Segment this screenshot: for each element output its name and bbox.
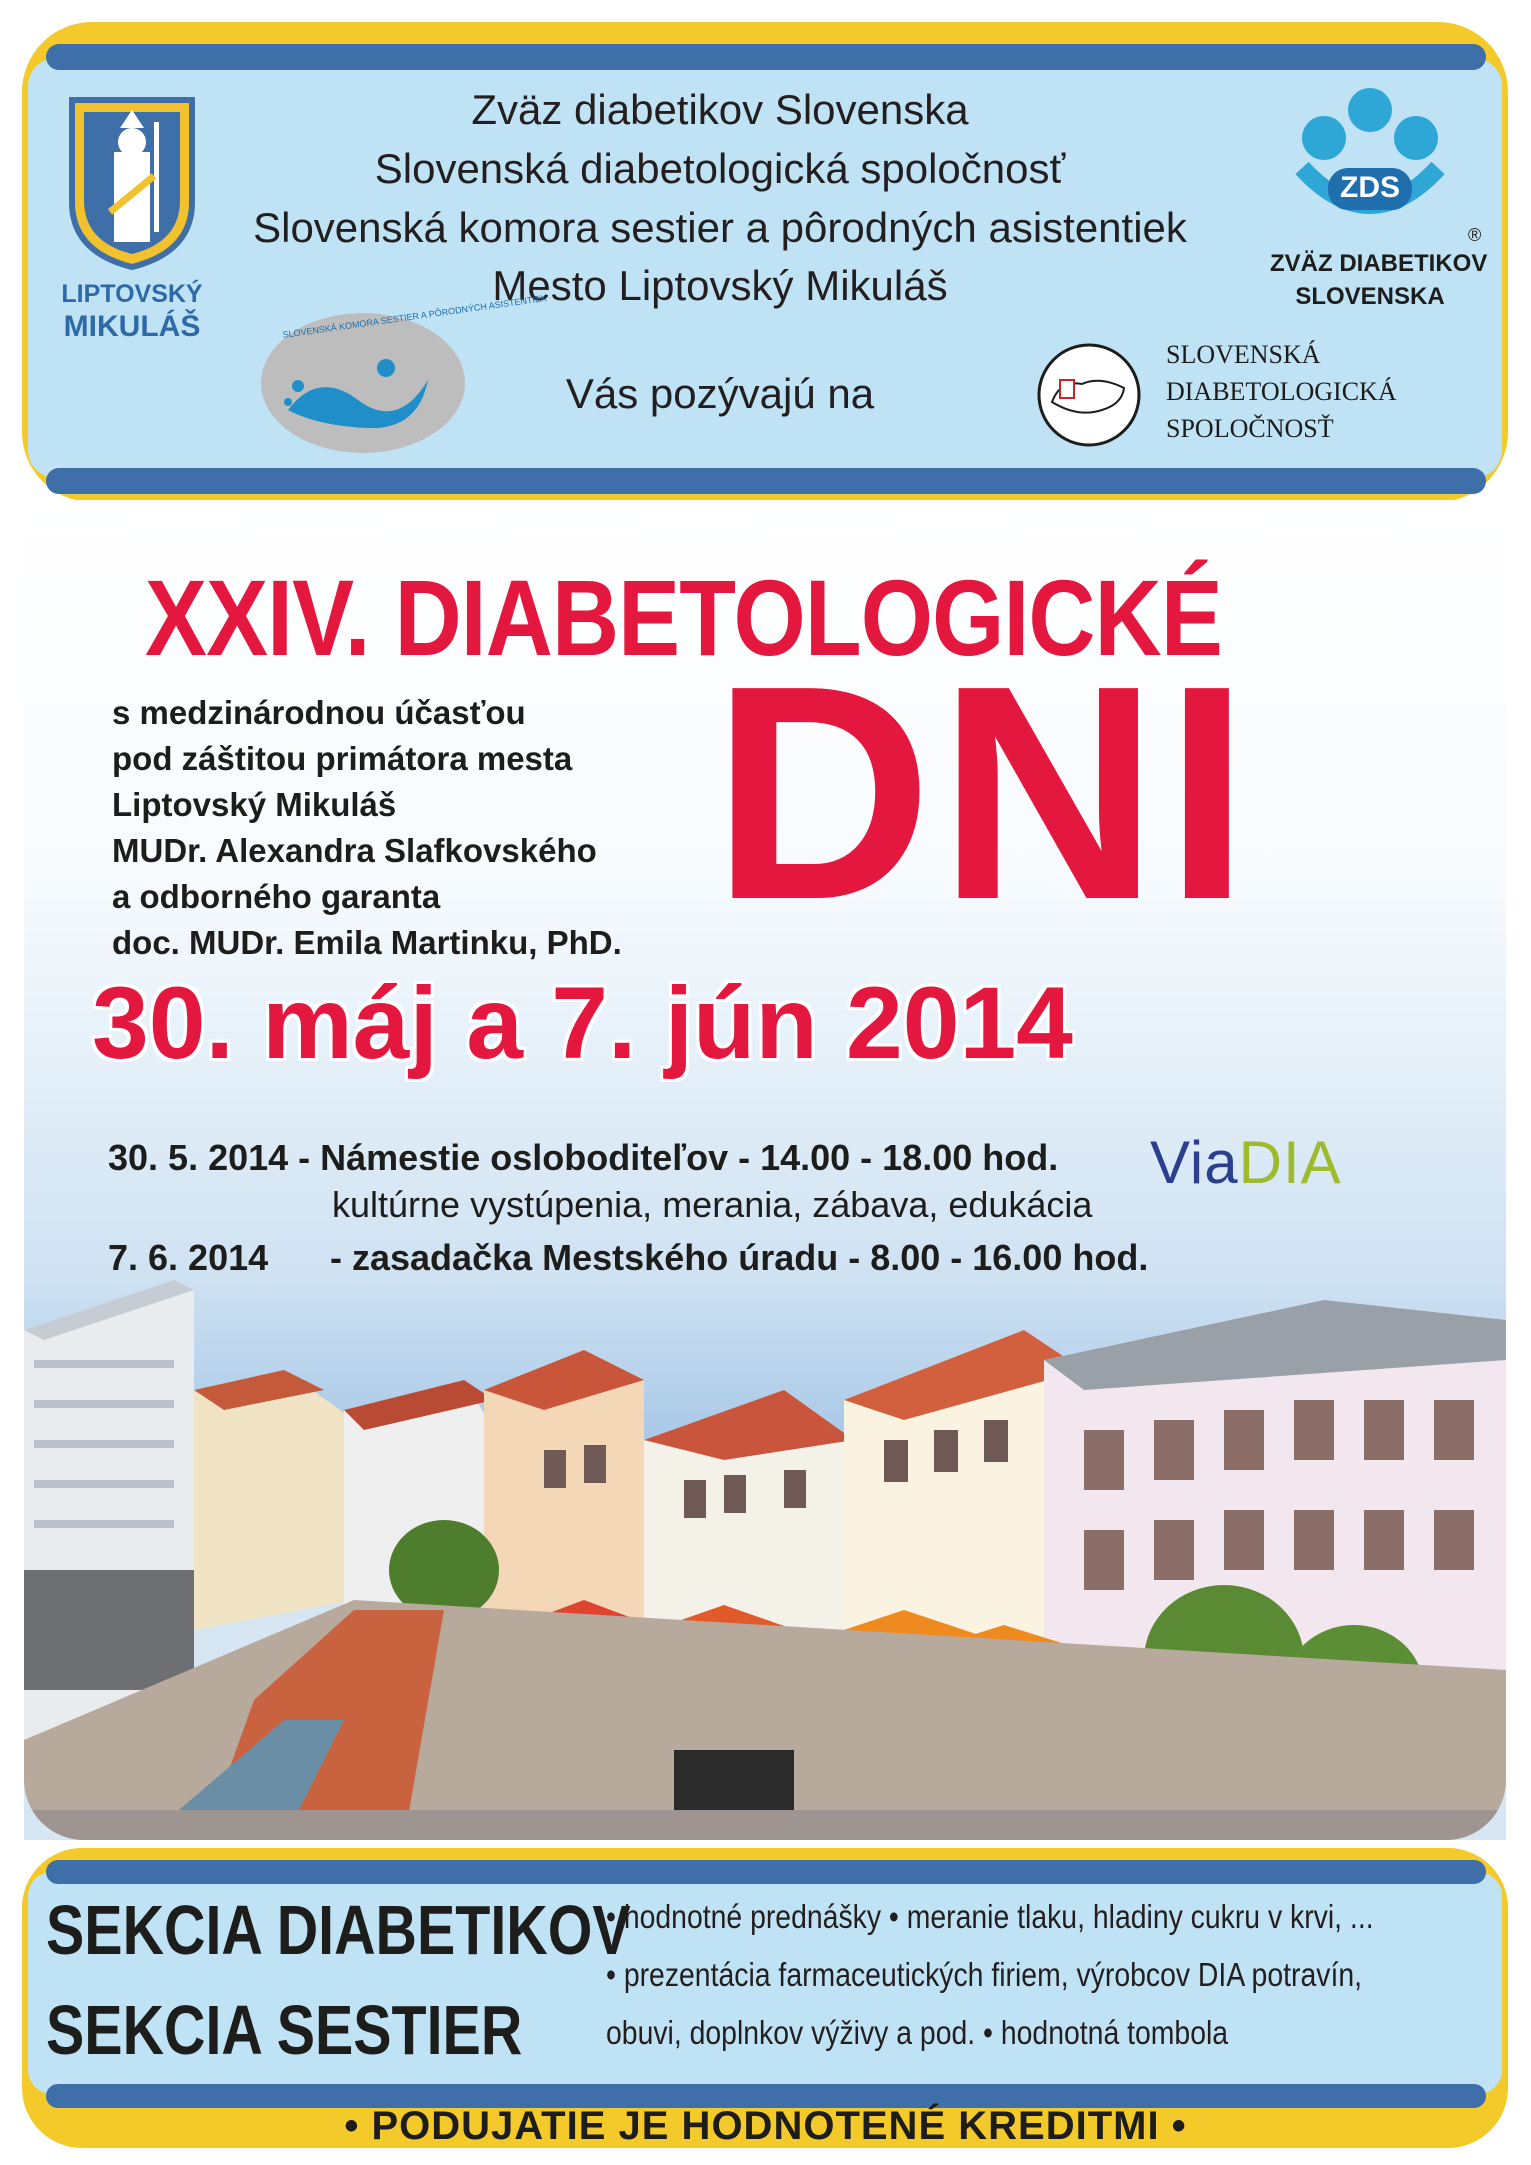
bullet-line-3: obuvi, doplnkov výživy a pod. • hodnotná tombola <box>606 2014 1229 2051</box>
schedule-row2-date: 7. 6. 2014 <box>108 1237 269 1278</box>
town-square-photo <box>24 1270 1506 1840</box>
zds-registered-mark: ® <box>1468 225 1482 245</box>
schedule-row1-sub: kultúrne vystúpenia, merania, zábava, edukácia <box>332 1184 1093 1225</box>
info-line: MUDr. Alexandra Slafkovského <box>112 832 597 869</box>
zds-abbr: ZDS <box>1340 171 1400 204</box>
sds-logo-icon <box>1030 340 1148 450</box>
schedule-row2: - zasadačka Mestského úradu - 8.00 - 16.00 hod. <box>330 1237 1149 1278</box>
zds-logo-icon <box>1290 86 1450 246</box>
sds-line1: SLOVENSKÁ <box>1166 340 1321 369</box>
bottom-top-bar <box>46 1860 1486 1884</box>
info-line: doc. MUDr. Emila Martinku, PhD. <box>112 924 622 961</box>
nursing-chamber-ring-text: SLOVENSKÁ KOMORA SESTIER A PÔRODNÝCH ASISTENTIEK <box>282 292 548 340</box>
section-sestier: SEKCIA SESTIER <box>46 1991 523 2069</box>
invite-text: Vás pozývajú na <box>565 370 875 417</box>
info-line: a odborného garanta <box>112 878 441 915</box>
section-diabetikov: SEKCIA DIABETIKOV <box>46 1891 631 1969</box>
zds-line1: ZVÄZ DIABETIKOV <box>1270 250 1488 277</box>
schedule-row1: 30. 5. 2014 - Námestie osloboditeľov - 14.00 - 18.00 hod. <box>108 1137 1059 1178</box>
city-coat-of-arms-icon <box>62 92 202 272</box>
event-title-line1: XXIV. DIABETOLOGICKÉ <box>145 557 1222 678</box>
bullet-line-1: • hodnotné prednášky • meranie tlaku, hladiny cukru v krvi, ... <box>606 1898 1374 1935</box>
city-logo-line1: LIPTOVSKÝ <box>61 280 203 308</box>
viadia-logo <box>1150 1128 1342 1197</box>
patronage-info <box>112 690 622 966</box>
info-line: s medzinárodnou účasťou <box>112 694 526 731</box>
viadia-logo-dia: DIA <box>1238 1129 1342 1196</box>
footer-credits: • PODUJATIE JE HODNOTENÉ KREDITMI • <box>344 2104 1187 2148</box>
sds-line3: SPOLOČNOSŤ <box>1166 414 1334 443</box>
info-line: pod záštitou primátora mesta <box>112 740 573 777</box>
zds-line2: SLOVENSKA <box>1295 283 1445 310</box>
header-bottom-bar <box>46 468 1486 494</box>
header-top-bar <box>46 44 1486 70</box>
city-logo-line2: MIKULÁŠ <box>63 310 201 343</box>
bullet-line-2: • prezentácia farmaceutických firiem, výrobcov DIA potravín, <box>606 1956 1362 1993</box>
event-date: 30. máj a 7. jún 2014 <box>92 966 1073 1080</box>
sds-line2: DIABETOLOGICKÁ <box>1166 377 1397 406</box>
info-line: Liptovský Mikuláš <box>112 786 397 823</box>
org-line-2: Slovenská diabetologická spoločnosť <box>374 145 1066 192</box>
event-title-dni: DNI <box>712 622 1256 963</box>
org-line-4: Mesto Liptovský Mikuláš <box>492 262 948 309</box>
org-line-1: Zväz diabetikov Slovenska <box>471 86 969 133</box>
viadia-logo-via: Via <box>1150 1129 1239 1196</box>
org-line-3: Slovenská komora sestier a pôrodných asistentiek <box>253 204 1187 251</box>
